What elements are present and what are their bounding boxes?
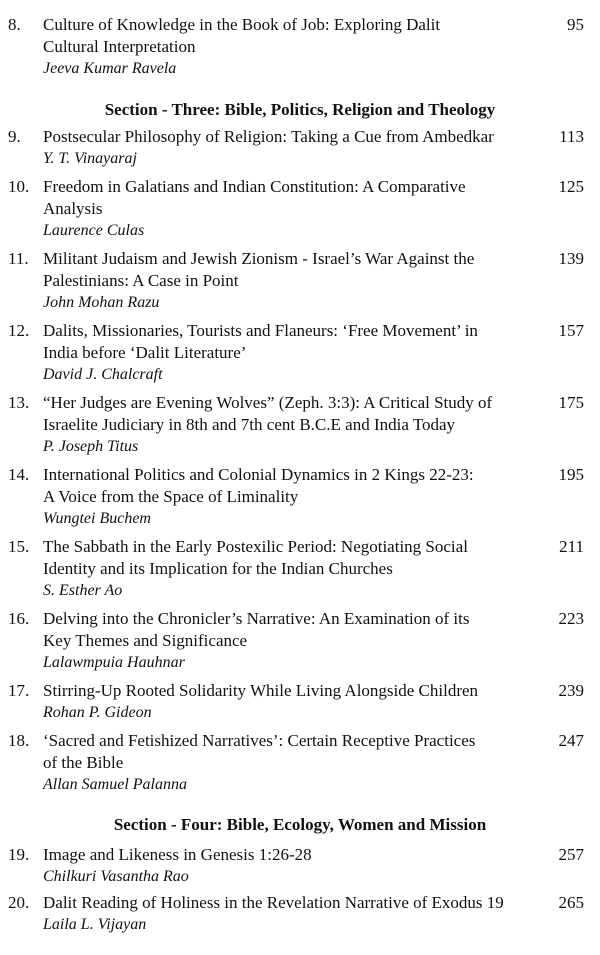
entry-title-line: ‘Sacred and Fetishized Narratives’: Certain Receptive Practices — [43, 731, 476, 750]
entry-number: 19. — [8, 845, 30, 864]
entry-title — [43, 464, 543, 508]
entry-page-number: 211 — [559, 537, 584, 556]
entry-title — [43, 730, 543, 774]
entry-author: Allan Samuel Palanna — [43, 776, 187, 793]
entry-title-line: International Politics and Colonial Dynamics in 2 Kings 22-23: — [43, 465, 474, 484]
entry-title — [43, 392, 543, 436]
entry-number: 11. — [8, 249, 29, 268]
entry-number: 8. — [8, 15, 21, 34]
entry-page-number: 95 — [567, 15, 584, 34]
entry-page-number: 265 — [558, 893, 584, 912]
entry-title-line: of the Bible — [43, 753, 124, 772]
entry-title — [43, 844, 543, 866]
entry-number: 15. — [8, 537, 30, 556]
entry-author: S. Esther Ao — [43, 582, 123, 599]
entry-title-line: Dalits, Missionaries, Tourists and Flaneurs: ‘Free Movement’ in — [43, 321, 478, 340]
entry-number: 10. — [8, 177, 30, 196]
entry-title-line: Delving into the Chronicler’s Narrative: An Examination of its — [43, 609, 470, 628]
entry-title-line: Image and Likeness in Genesis 1:26-28 — [43, 845, 312, 864]
entry-title — [43, 536, 543, 580]
entry-title — [43, 608, 543, 652]
entry-title-line: Dalit Reading of Holiness in the Revelation Narrative of Exodus 19 — [43, 893, 504, 912]
entry-title-line: Stirring-Up Rooted Solidarity While Living Alongside Children — [43, 681, 479, 700]
entry-number: 9. — [8, 127, 21, 146]
entry-author: David J. Chalcraft — [43, 366, 163, 383]
entry-page-number: 157 — [558, 321, 584, 340]
entry-author: John Mohan Razu — [43, 294, 160, 311]
entry-number: 14. — [8, 465, 30, 484]
entry-author: Rohan P. Gideon — [43, 704, 152, 721]
entry-author: Lalawmpuia Hauhnar — [43, 654, 185, 671]
entry-title-line: Israelite Judiciary in 8th and 7th cent B.C.E and India Today — [43, 415, 456, 434]
entry-title — [43, 892, 553, 914]
entry-title-line: Cultural Interpretation — [43, 37, 196, 56]
entry-number: 20. — [8, 893, 30, 912]
entry-title — [43, 126, 543, 148]
entry-page-number: 125 — [558, 177, 584, 196]
entry-author: Chilkuri Vasantha Rao — [43, 868, 189, 885]
entry-title — [43, 248, 543, 292]
entry-author: Jeeva Kumar Ravela — [43, 60, 177, 77]
entry-title-line: Postsecular Philosophy of Religion: Taking a Cue from Ambedkar — [43, 127, 494, 146]
entry-author: Laurence Culas — [43, 222, 145, 239]
entry-title-line: Analysis — [43, 199, 103, 218]
entry-page-number: 113 — [559, 127, 584, 146]
entry-page-number: 139 — [558, 249, 584, 268]
entry-number: 16. — [8, 609, 30, 628]
entry-page-number: 239 — [558, 681, 584, 700]
section-heading: Section - Four: Bible, Ecology, Women and Mission — [113, 815, 487, 834]
entry-page-number: 223 — [558, 609, 584, 628]
entry-number: 17. — [8, 681, 30, 700]
entry-author: Y. T. Vinayaraj — [43, 150, 137, 167]
entry-author: Laila L. Vijayan — [43, 916, 147, 933]
entry-title — [43, 176, 543, 220]
entry-title-line: Militant Judaism and Jewish Zionism - Israel’s War Against the — [43, 249, 475, 268]
entry-title-line: Freedom in Galatians and Indian Constitution: A Comparative — [43, 177, 466, 196]
entry-author: P. Joseph Titus — [43, 438, 139, 455]
entry-title-line: “Her Judges are Evening Wolves” (Zeph. 3:3): A Critical Study of — [43, 393, 493, 412]
entry-number: 18. — [8, 731, 30, 750]
entry-title-line: Culture of Knowledge in the Book of Job: Exploring Dalit — [43, 15, 441, 34]
entry-title — [43, 680, 543, 702]
entry-title — [43, 320, 543, 364]
section-heading: Section - Three: Bible, Politics, Religion and Theology — [104, 100, 496, 119]
entry-page-number: 195 — [558, 465, 584, 484]
entry-title-line: Identity and its Implication for the Indian Churches — [43, 559, 393, 578]
entry-number: 13. — [8, 393, 30, 412]
entry-title-line: A Voice from the Space of Liminality — [43, 487, 299, 506]
entry-title-line: Palestinians: A Case in Point — [43, 271, 239, 290]
entry-title-line: The Sabbath in the Early Postexilic Period: Negotiating Social — [43, 537, 468, 556]
entry-title-line: India before ‘Dalit Literature’ — [43, 343, 247, 362]
entry-page-number: 247 — [558, 731, 584, 750]
entry-page-number: 257 — [558, 845, 584, 864]
entry-title-line: Key Themes and Significance — [43, 631, 248, 650]
entry-title — [43, 14, 543, 58]
entry-number: 12. — [8, 321, 30, 340]
entry-author: Wungtei Buchem — [43, 510, 151, 527]
entry-page-number: 175 — [558, 393, 584, 412]
